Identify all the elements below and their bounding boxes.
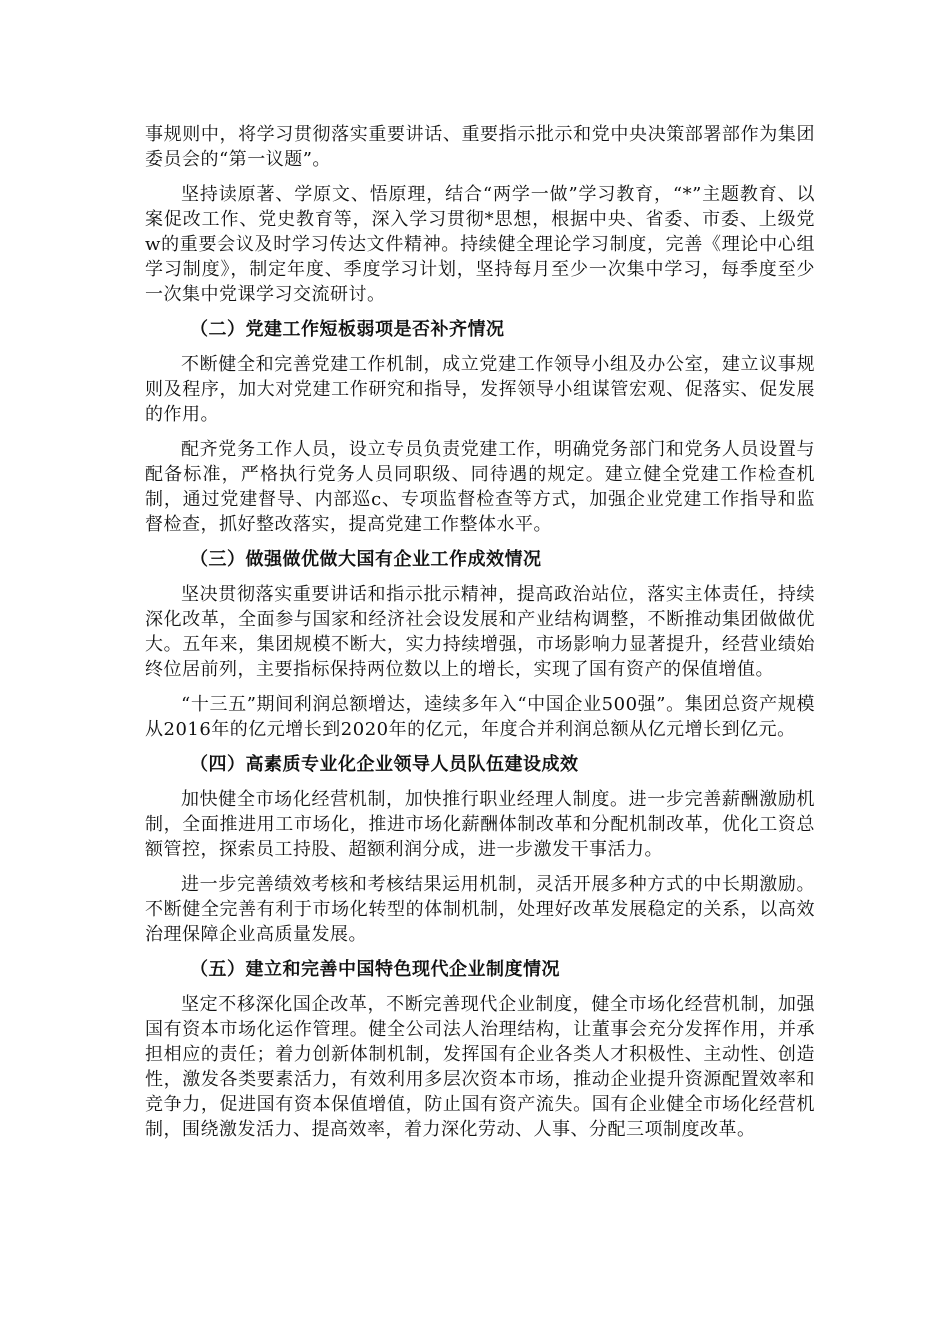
paragraph: “十三五”期间利润总额增达，逵续多年入“中国企业500强”。集团总资产规模从2016年的亿元增长到2020年的亿元，年度合并利润总额从亿元增长到亿元。 [145, 694, 815, 740]
paragraph: 坚决贯彻落实重要讲话和指示批示精神，提高政治站位，落实主体责任，持续深化改革，全面参与国家和经济社会设发展和产业结构调整，不断推动集团做做优大。五年来，集团规模不断大，实力持续增强，市场影响力显著提升，经营业绩始终位居前列，主要指标保持两位数以上的增长，实现了国有资产的保值增值。 [145, 584, 815, 680]
section-heading: （四）高素质专业化企业领导人员队伍建设成效 [190, 754, 579, 775]
section-heading: （五）建立和完善中国特色现代企业制度情况 [190, 959, 560, 980]
section-heading: （三）做强做优做大国有企业工作成效情况 [190, 549, 542, 570]
paragraph: 不断健全和完善党建工作机制，成立党建工作领导小组及办公室，建立议事规则及程序，加大对党建工作研究和指导，发挥领导小组谋管宏观、促落实、促发展的作用。 [145, 354, 815, 425]
document-page [145, 122, 815, 1152]
section-heading: （二）党建工作短板弱项是否补齐情况 [190, 319, 505, 340]
paragraph: 加快健全市场化经营机制，加快推行职业经理人制度。进一步完善薪酬激励机制，全面推进用工市场化，推进市场化薪酬体制改革和分配机制改革，优化工资总额管控，探索员工持股、超额利润分成，进一步激发干事活力。 [145, 789, 815, 860]
paragraph: 坚定不移深化国企改革，不断完善现代企业制度，健全市场化经营机制，加强国有资本市场化运作管理。健全公司法人治理结构，让董事会充分发挥作用，并承担相应的责任；着力创新体制机制，发挥国有企业各类人才积极性、主动性、创造性，激发各类要素活力，有效利用多层次资本市场，推动企业提升资源配置效率和竞争力，促进国有资本保值增值，防止国有资产流失。国有企业健全市场化经营机制，围绕激发活力、提高效率，着力深化劳动、人事、分配三项制度改革。 [145, 994, 815, 1140]
paragraph: 事规则中，将学习贯彻落实重要讲话、重要指示批示和党中央决策部署部作为集团委员会的“第一议题”。 [145, 124, 815, 170]
paragraph: 配齐党务工作人员，设立专员负责党建工作，明确党务部门和党务人员设置与配备标准，严格执行党务人员同职级、同待遇的规定。建立健全党建工作检查机制，通过党建督导、内部巡c、专项监督检查等方式，加强企业党建工作指导和监督检查，抓好整改落实，提高党建工作整体水平。 [145, 439, 815, 535]
paragraph: 坚持读原著、学原文、悟原理，结合“两学一做”学习教育，“*”主题教育、以案促改工作、党史教育等，深入学习贯彻*思想，根据中央、省委、市委、上级党w的重要会议及时学习传达文件精神。持续健全理论学习制度，完善《理论中心组学习制度》，制定年度、季度学习计划，坚持每月至少一次集中学习，每季度至少一次集中党课学习交流研讨。 [145, 184, 815, 305]
paragraph: 进一步完善绩效考核和考核结果运用机制，灵活开展多种方式的中长期激励。不断健全完善有利于市场化转型的体制机制，处理好改革发展稳定的关系，以高效治理保障企业高质量发展。 [145, 874, 815, 945]
